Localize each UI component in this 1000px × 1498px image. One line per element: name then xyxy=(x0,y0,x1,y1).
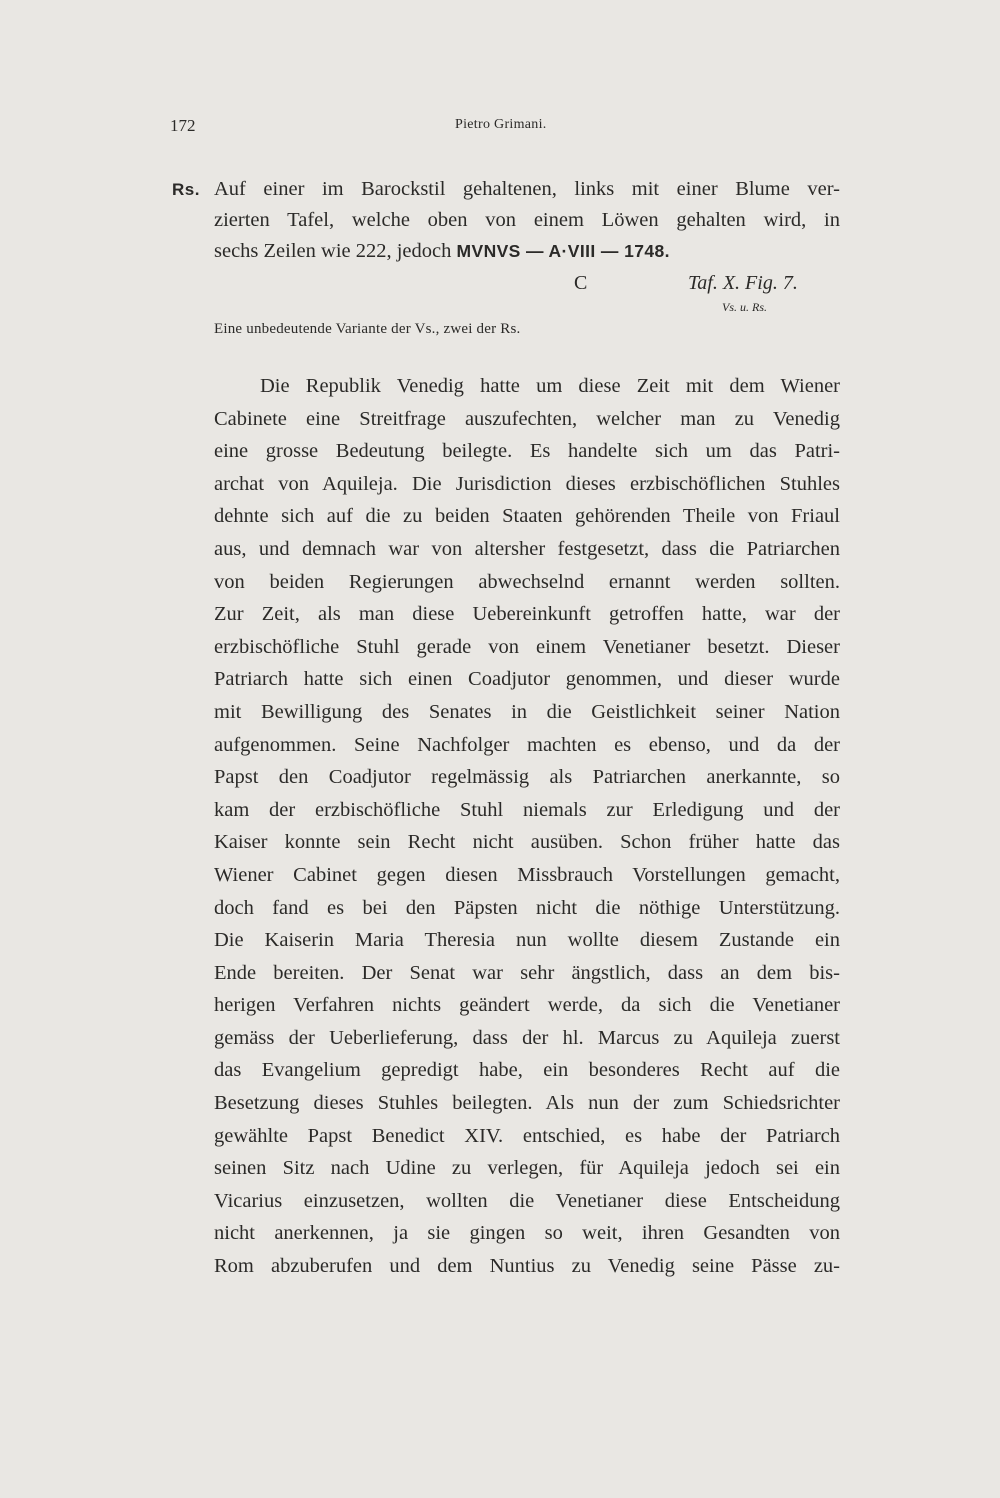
rarity-mark: C xyxy=(574,272,588,294)
page-number: 172 xyxy=(170,116,196,135)
coin-entry xyxy=(172,174,840,267)
body-line: von beiden Regierungen abwechselnd ernannt werden sollten. xyxy=(214,570,840,593)
body-line: Rom abzuberufen und dem Nuntius zu Venedig seine Pässe zu- xyxy=(214,1255,840,1278)
body-text xyxy=(214,370,840,1283)
body-line: Die Republik Venedig hatte um diese Zeit mit dem Wiener xyxy=(260,375,840,397)
body-line: Cabinete eine Streitfrage auszufechten, welcher man zu Venedig xyxy=(214,407,840,430)
running-head: Pietro Grimani. xyxy=(455,117,547,132)
body-line: dehnte sich auf die zu beiden Staaten gehörenden Theile von Friaul xyxy=(214,505,840,528)
plate-reference: Taf. X. Fig. 7. xyxy=(688,272,798,294)
body-line: doch fand es bei den Päpsten nicht die nöthige Unterstützung. xyxy=(214,896,840,919)
entry-line: zierten Tafel, welche oben von einem Löwen gehalten wird, in xyxy=(214,209,840,231)
body-line: kam der erzbischöfliche Stuhl niemals zur Erledigung und der xyxy=(214,798,840,821)
body-line: Zur Zeit, als man diese Uebereinkunft getroffen hatte, war der xyxy=(214,603,840,626)
coin-legend: MVNVS — A·VIII — 1748. xyxy=(456,241,670,261)
body-line: seinen Sitz nach Udine zu verlegen, für Aquileja jedoch sei ein xyxy=(214,1157,840,1180)
body-line: Kaiser konnte sein Recht nicht ausüben. Schon früher hatte das xyxy=(214,831,840,854)
body-line: mit Bewilligung des Senates in die Geistlichkeit seiner Nation xyxy=(214,700,840,723)
plate-subreference: Vs. u. Rs. xyxy=(722,300,767,314)
variant-note: Eine unbedeutende Variante der Vs., zwei der Rs. xyxy=(214,321,521,337)
body-line: gewählte Papst Benedict XIV. entschied, es habe der Patriarch xyxy=(214,1124,840,1147)
body-line: Besetzung dieses Stuhles beilegten. Als nun der zum Schiedsrichter xyxy=(214,1092,840,1115)
entry-last-line xyxy=(214,236,840,267)
body-line: nicht anerkennen, ja sie gingen so weit, ihren Gesandten von xyxy=(214,1222,840,1245)
body-line: Patriarch hatte sich einen Coadjutor genommen, und dieser wurde xyxy=(214,668,840,691)
body-line: das Evangelium gepredigt habe, ein besonderes Recht auf die xyxy=(214,1059,840,1082)
body-line: Ende bereiten. Der Senat war sehr ängstlich, dass an dem bis- xyxy=(214,961,840,984)
entry-line: Auf einer im Barockstil gehaltenen, links mit einer Blume ver- xyxy=(214,178,840,200)
body-line: archat von Aquileja. Die Jurisdiction dieses erzbischöflichen Stuhles xyxy=(214,472,840,495)
body-line: erzbischöfliche Stuhl gerade von einem Venetianer besetzt. Dieser xyxy=(214,635,840,658)
body-line: aus, und demnach war von altersher festgesetzt, dass die Patriarchen xyxy=(214,537,840,560)
body-line: Die Kaiserin Maria Theresia nun wollte diesem Zustande ein xyxy=(214,929,840,952)
entry-line-prefix: sechs Zeilen wie 222, jedoch xyxy=(214,240,452,262)
body-line: gemäss der Ueberlieferung, dass der hl. Marcus zu Aquileja zuerst xyxy=(214,1026,840,1049)
body-line: aufgenommen. Seine Nachfolger machten es ebenso, und da der xyxy=(214,733,840,756)
body-line: Wiener Cabinet gegen diesen Missbrauch Vorstellungen gemacht, xyxy=(214,863,840,886)
entry-label: Rs. xyxy=(172,180,200,199)
body-line: Vicarius einzusetzen, wollten die Venetianer diese Entscheidung xyxy=(214,1189,840,1212)
body-line: herigen Verfahren nichts geändert werde, da sich die Venetianer xyxy=(214,994,840,1017)
body-line: eine grosse Bedeutung beilegte. Es handelte sich um das Patri- xyxy=(214,440,840,463)
body-line: Papst den Coadjutor regelmässig als Patriarchen anerkannte, so xyxy=(214,766,840,789)
